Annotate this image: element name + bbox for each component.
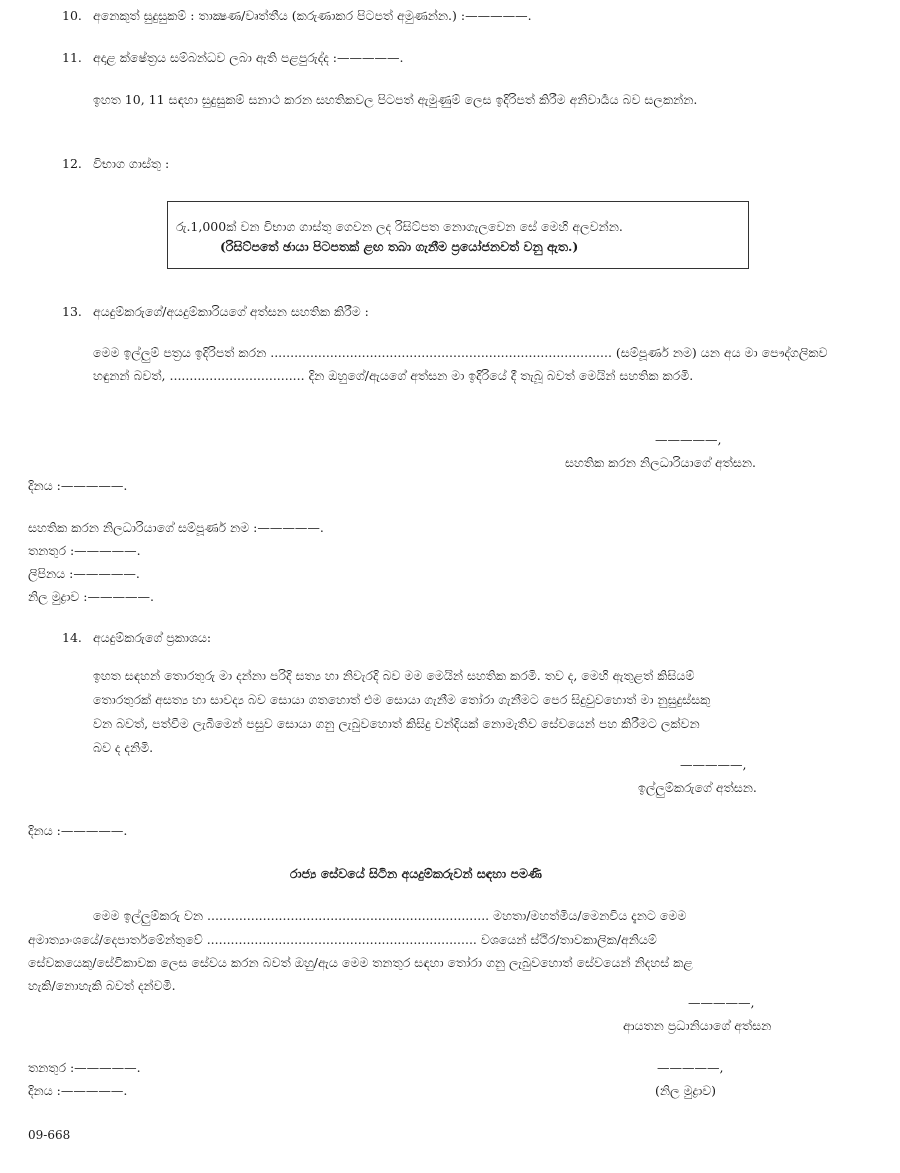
seal-line: —————, bbox=[657, 1060, 724, 1075]
fee-receipt-box bbox=[167, 201, 749, 269]
government-line-1: මෙම ඉල්ලුම්කරු වන ....................................................................... මහතා/මහත්මිය/මෙනවිය දැනට මෙම bbox=[93, 908, 687, 923]
item-11-text: අදාළ ක්ෂේත්‍රය සම්බන්ධව ලබා ඇති පළපුරුද්ද :—————. bbox=[93, 50, 404, 65]
item-14-number: 14. bbox=[62, 630, 82, 645]
officer-full-name-field: සහතික කරන නිලධාරියාගේ සම්පූර්ණ නම :—————. bbox=[28, 520, 324, 535]
item-12-text: විභාග ගාස්තු : bbox=[93, 156, 170, 171]
item-10-text: අනෙකුත් සුදුසුකම් : තාක්‍ෂණ/වෘත්තීය (කරුණාකර පිටපත් අමුණන්න.) :—————. bbox=[93, 8, 532, 23]
government-line-3: සේවකයෙකු/සේවිකාවක ලෙස සේවය කරන බවත් ඔහු/ඇය මෙම තනතුර සඳහා තෝරා ගනු ලැබුවහොත් සේවයෙන් නිදහස් කළ bbox=[28, 955, 693, 970]
date-field-2: දිනය :—————. bbox=[28, 823, 128, 838]
officer-seal-field: නිල මුද්‍රාව :—————. bbox=[28, 589, 154, 604]
certifier-signature-line: —————, bbox=[655, 432, 722, 447]
declaration-line-4: බව ද දනිමි. bbox=[93, 740, 154, 755]
head-signature-label: ආයතන ප්‍රධානියාගේ අත්සන bbox=[623, 1018, 772, 1033]
head-signature-line: —————, bbox=[688, 995, 755, 1010]
applicant-signature-label: ඉල්ලුම්කරුගේ අත්සන. bbox=[638, 780, 757, 795]
declaration-line-1: ඉහත සඳහන් තොරතුරු මා දන්නා පරිදි සත්‍ය හා නිවැරදි බව මම මෙයින් සහතික කරමි. තව ද, මෙහි ඇතුළත් කිසියම් bbox=[93, 668, 695, 683]
officer-address-field: ලිපිනය :—————. bbox=[28, 566, 140, 581]
declaration-line-2: තොරතුරක් අසත්‍ය හා සාවද්‍ය බව සොයා ගතහොත් එම සොයා ගැනීම තෝරා ගැනීමට පෙර සිදුවුවහොත් මා නුසුදුස්සකු bbox=[93, 692, 711, 707]
date-field-1: දිනය :—————. bbox=[28, 478, 128, 493]
government-line-2: අමාත්‍යාංශයේ/දෙපාර්තමේන්තුවේ .................................................................... වශයෙන් ස්ථිර/තාවකාලික/අනියම් bbox=[28, 932, 657, 947]
certification-line-2: හඳුනන් බවත්, .................................. දින ඔහුගේ/ඇයගේ අත්සන මා ඉදිරියේ දී තැබූ බවත් මෙයින් සහතික කරමි. bbox=[93, 368, 694, 383]
item-13-number: 13. bbox=[62, 304, 82, 319]
fee-box-line-1: රු.1,000ක් වන විභාග ගාස්තු ගෙවන ලද රිසිට්පත නොගැලවෙන සේ මෙහි අලවන්න. bbox=[176, 219, 623, 234]
item-13-text: අයදුම්කරුගේ/අයදුම්කාරියගේ අත්සන සහතික කිරීම : bbox=[93, 304, 369, 319]
page-code: 09-668 bbox=[28, 1128, 71, 1142]
declaration-line-3: වන බවත්, පත්වීම ලැබීමෙන් පසුව සොයා ගනු ලැබුවහොත් කිසිදු වන්දියක් නොමැතිව සේවයෙන් පහ කිරීමට ලක්වන bbox=[93, 716, 700, 731]
applicant-signature-line: —————, bbox=[680, 757, 747, 772]
item-14-text: අයදුම්කරුගේ ප්‍රකාශය: bbox=[93, 630, 212, 645]
date-field-3: දිනය :—————. bbox=[28, 1083, 128, 1098]
government-line-4: හැකි/නොහැකි බවත් දන්වමි. bbox=[28, 978, 176, 993]
official-seal-label: (නිල මුද්‍රාව) bbox=[655, 1083, 717, 1098]
government-section-heading: රාජ්‍ය සේවයේ සිටින අයදුම්කරුවන් සඳහා පමණි bbox=[290, 866, 542, 881]
post-field-2: තනතුර :—————. bbox=[28, 1060, 141, 1075]
note-10-11: ඉහත 10, 11 සඳහා සුදුසුකම් සනාථ කරන සහතිකවල පිටපත් ඇමුණුම් ලෙස ඉදිරිපත් කිරීම අනිවාර්‍යය බව සලකන්න. bbox=[93, 92, 698, 107]
item-12-number: 12. bbox=[62, 156, 82, 171]
officer-post-field: තනතුර :—————. bbox=[28, 543, 141, 558]
certifier-signature-label: සහතික කරන නිලධාරියාගේ අත්සන. bbox=[565, 455, 757, 470]
item-11-number: 11. bbox=[62, 50, 82, 65]
fee-box-line-2: (රිසිට්පතේ ඡායා පිටපතක් ළඟ තබා ගැනීම ප්‍රයෝජනවත් වනු ඇත.) bbox=[220, 239, 579, 254]
item-10-number: 10. bbox=[62, 8, 82, 23]
certification-line-1: මෙම ඉල්ලුම් පත්‍රය ඉදිරිපත් කරන ...................................................................................... (සම්පූර්ණ නම) යන අය මා පෞද්ගලිකව bbox=[93, 345, 828, 360]
